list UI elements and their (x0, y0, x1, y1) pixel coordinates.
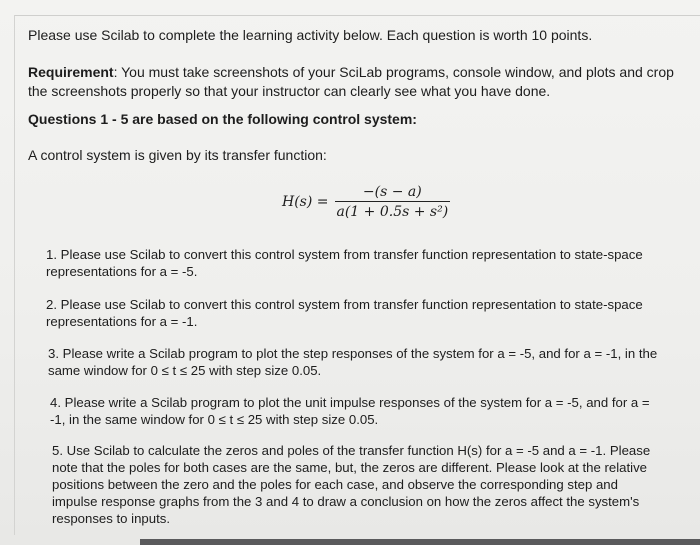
question-item (46, 246, 666, 280)
question-number: 2. (46, 297, 57, 312)
bottom-edge (140, 539, 700, 545)
intro-text: Please use Scilab to complete the learning activity below. Each question is worth 10 points. (28, 27, 593, 43)
formula-denominator: a(1 + 0.5s + s²) (335, 201, 451, 220)
top-divider (14, 15, 700, 16)
question-item (50, 394, 660, 428)
question-number: 1. (46, 247, 57, 262)
formula-numerator: −(s − a) (362, 184, 422, 200)
question-text: Please write a Scilab program to plot the unit impulse responses of the system for a = -5, and for a = -1, in the same window for 0 ≤ t ≤ 25 with step size 0.05. (50, 395, 650, 427)
requirement-text: : You must take screenshots of your SciLab programs, console window, and plots and crop the screenshots properly so that your instructor can clearly see what you have done. (28, 64, 674, 99)
system-intro: A control system is given by its transfer function: (28, 147, 327, 163)
questions-heading: Questions 1 - 5 are based on the following control system: (28, 111, 417, 127)
question-number: 3. (48, 346, 59, 361)
question-item (48, 345, 668, 379)
question-text: Please use Scilab to convert this control system from transfer function representation to state-space representations for a = -1. (46, 297, 643, 329)
requirement-paragraph (28, 63, 688, 101)
formula-lhs: H(s) = (282, 194, 329, 210)
question-item (46, 296, 666, 330)
transfer-function-formula (282, 184, 450, 220)
left-border (14, 15, 15, 535)
formula-fraction (335, 184, 451, 220)
question-text: Please write a Scilab program to plot the step responses of the system for a = -5, and for a = -1, in the same window for 0 ≤ t ≤ 25 with step size 0.05. (48, 346, 658, 378)
question-text: Use Scilab to calculate the zeros and poles of the transfer function H(s) for a = -5 and a = -1. Please note that the poles for both cases are the same, but, the zeros are different. Please look at the relative positions between the zero and the poles for each case, and observe the corresponding step and impulse response graphs from the 3 and 4 to draw a conclusion on how the zeros affect the system's responses to inputs. (52, 443, 651, 526)
question-item (52, 442, 664, 527)
question-number: 4. (50, 395, 61, 410)
question-text: Please use Scilab to convert this control system from transfer function representation to state-space representations for a = -5. (46, 247, 643, 279)
question-number: 5. (52, 443, 63, 458)
requirement-label: Requirement (28, 64, 114, 80)
